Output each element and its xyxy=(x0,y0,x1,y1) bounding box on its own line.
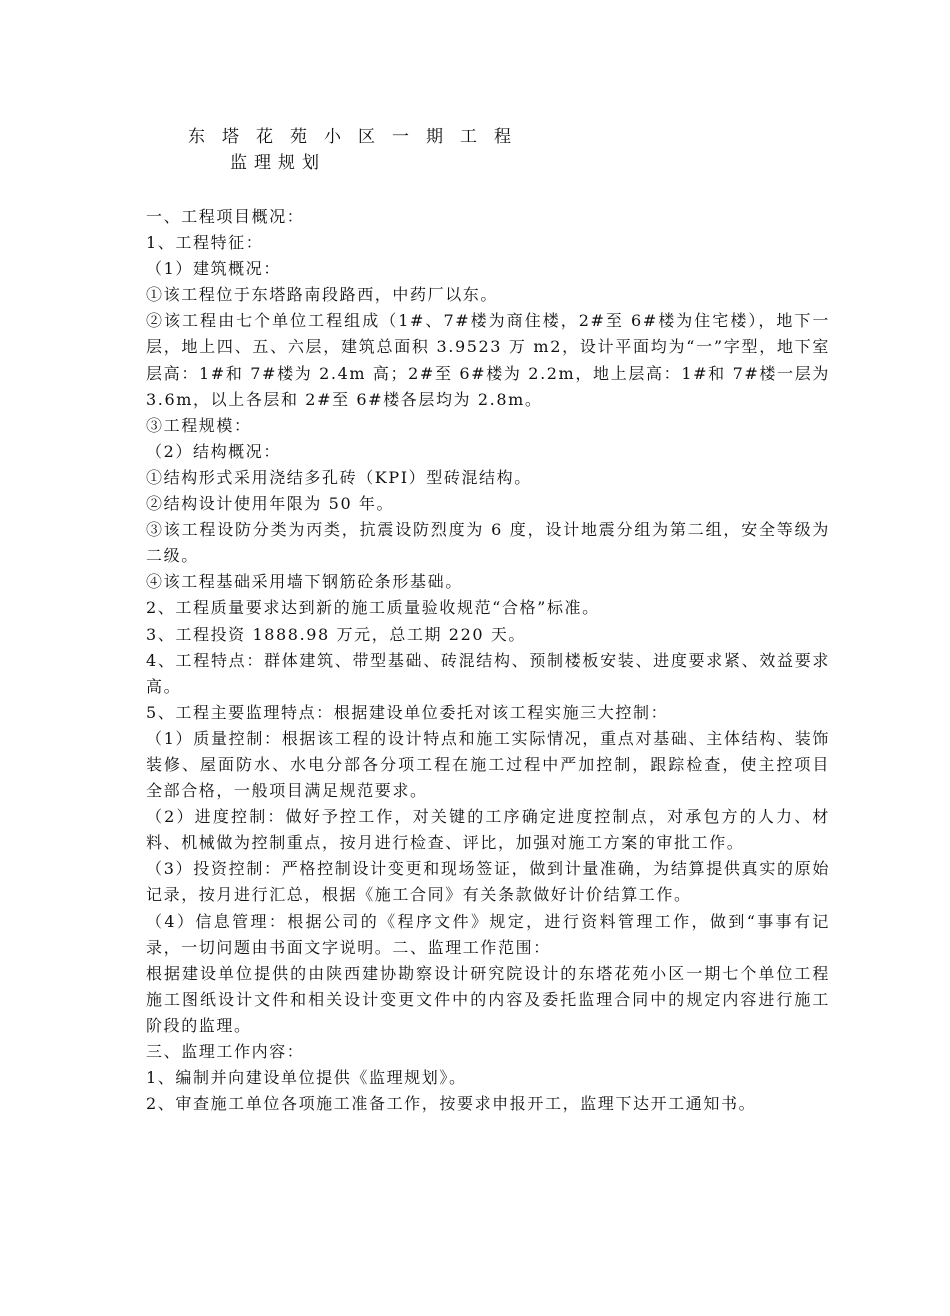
paragraph: 2、工程质量要求达到新的施工质量验收规范“合格”标准。 xyxy=(146,598,600,618)
document-title: 东塔花苑小区一期工程 xyxy=(188,127,528,147)
paragraph: 根据建设单位提供的由陕西建协勘察设计研究院设计的东塔花苑小区一期七个单位工程施工图纸设计文件和相关设计变更文件中的内容及委托监理合同中的规定内容进行施工阶段的监理。 xyxy=(146,963,830,1035)
paragraph: ④该工程基础采用墙下钢筋砼条形基础。 xyxy=(146,572,463,592)
paragraph: （1）质量控制：根据该工程的设计特点和施工实际情况，重点对基础、主体结构、装饰装修、屋面防水、水电分部各分项工程在施工过程中严加控制，跟踪检查，使主控项目全部合格，一般项目满足规范要求。 xyxy=(146,728,830,801)
paragraph: （4）信息管理：根据公司的《程序文件》规定，进行资料管理工作，做到“事事有记录，一切问题由书面文字说明。二、监理工作范围： xyxy=(146,911,830,957)
subsection-heading: （2）结构概况： xyxy=(146,441,281,461)
subsection-heading: 1、工程特征： xyxy=(146,233,264,253)
paragraph: ③工程规模： xyxy=(146,415,252,435)
paragraph: （2）进度控制：做好予控工作，对关键的工序确定进度控制点，对承包方的人力、材料、机械做为控制重点，按月进行检查、评比，加强对施工方案的审批工作。 xyxy=(146,807,830,853)
document-subtitle: 监理规划 xyxy=(230,153,326,173)
paragraph: ②结构设计使用年限为 50 年。 xyxy=(146,494,395,514)
section-heading: 一、工程项目概况： xyxy=(146,207,305,226)
section-heading: 三、监理工作内容： xyxy=(146,1042,305,1061)
subsection-heading: （1）建筑概况： xyxy=(146,259,281,279)
document-body xyxy=(146,204,830,1117)
paragraph: 4、工程特点：群体建筑、带型基础、砖混结构、预制楼板安装、进度要求紧、效益要求高。 xyxy=(146,650,830,696)
paragraph: （3）投资控制：严格控制设计变更和现场签证，做到计量准确，为结算提供真实的原始记录，按月进行汇总，根据《施工合同》有关条款做好计价结算工作。 xyxy=(146,859,830,905)
paragraph: 5、工程主要监理特点：根据建设单位委托对该工程实施三大控制： xyxy=(146,702,669,722)
paragraph: ③该工程设防分类为丙类，抗震设防烈度为 6 度，设计地震分组为第二组，安全等级为二级。 xyxy=(146,520,830,566)
paragraph: 3、工程投资 1888.98 万元，总工期 220 天。 xyxy=(146,624,527,644)
paragraph: ①结构形式采用浇结多孔砖（KPI）型砖混结构。 xyxy=(146,467,532,487)
paragraph: 1、编制并向建设单位提供《监理规划》。 xyxy=(146,1068,467,1088)
paragraph: 2、审查施工单位各项施工准备工作，按要求申报开工，监理下达开工通知书。 xyxy=(146,1094,757,1114)
paragraph: ②该工程由七个单位工程组成（1#、7#楼为商住楼，2#至 6#楼为住宅楼），地下一层，地上四、五、六层，建筑总面积 3.9523 万 m2，设计平面均为“一”字型，地下室层高：1#和 7#楼为 2.4m 高；2#至 6#楼为 2.2m，地上层高：1#和 7#楼一层为 3.6m，以上各层和 2#至 6#楼各层均为 2.8m。 xyxy=(146,311,830,409)
paragraph: ①该工程位于东塔路南段路西，中药厂以东。 xyxy=(146,285,499,305)
